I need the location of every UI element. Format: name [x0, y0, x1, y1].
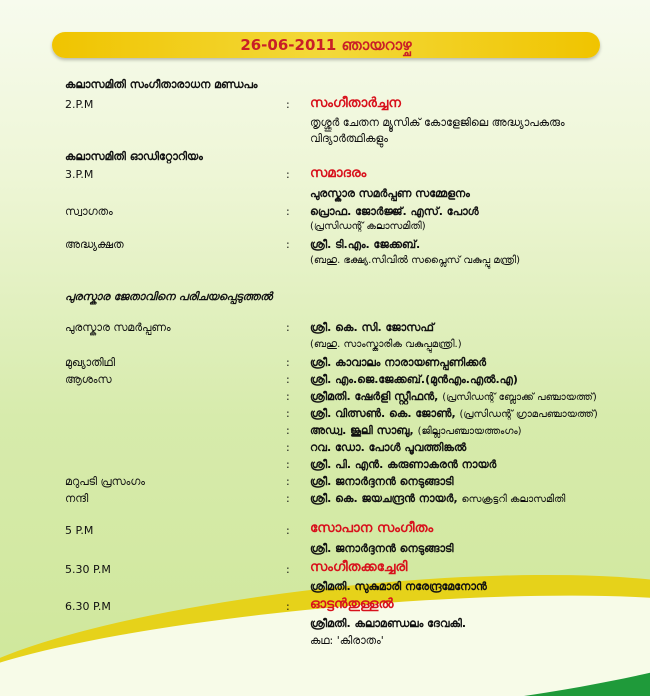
person-name: ശ്രീ. എം.ജെ.ജേക്കബ്.(മുൻഎം.എൽ.എ) [310, 373, 518, 386]
colon: : [286, 321, 290, 334]
colon: : [286, 458, 290, 471]
date-header [52, 32, 600, 58]
role-label: സ്വാഗതം [65, 205, 113, 218]
event3-time: 5 P.M [65, 524, 94, 537]
person-designation: (പ്രസിഡന്റ് ബ്ലോക്ക് പഞ്ചായത്ത്) [442, 392, 597, 403]
colon: : [286, 424, 290, 437]
role-label: അദ്ധ്യക്ഷത [65, 238, 124, 251]
person-name [310, 492, 565, 506]
person-name: ശ്രീ. പി. എൻ. കരുണാകരൻ നായർ [310, 458, 497, 471]
colon: : [286, 524, 290, 537]
colon: : [286, 373, 290, 386]
event4-title: സംഗീതക്കച്ചേരി [310, 559, 408, 575]
event2-title: സമാദരം [310, 165, 367, 181]
colon: : [286, 390, 290, 403]
event2-time: 3.P.M [65, 168, 94, 181]
person-name [310, 407, 598, 421]
event5-time: 6.30 P.M [65, 600, 111, 613]
venue-heading-1: കലാസമിതി സംഗീതാരാധന മണ്ഡപം [65, 78, 258, 91]
colon: : [286, 441, 290, 454]
role-label: നന്ദി [65, 492, 89, 505]
colon: : [286, 168, 290, 181]
event1-desc-line2: വിദ്യാർത്ഥികളും [310, 132, 389, 145]
intro-heading: പുരസ്കാര ജേതാവിനെ പരിചയപ്പെടുത്തൽ [65, 290, 273, 303]
event4-time: 5.30 P.M [65, 563, 111, 576]
event1-time: 2.P.M [65, 98, 94, 111]
role-label: ആശംസ [65, 373, 112, 386]
person-designation: (പ്രസിഡന്റ് ഗ്രാമപഞ്ചായത്ത്) [459, 409, 598, 420]
person-name-text: അഡ്വ. ജൂലി സാബു, [310, 424, 414, 437]
event1-desc-line1: തൃശ്ശൂർ ചേതന മ്യൂസിക് കോളേജിലെ അദ്ധ്യാപകരും [310, 116, 565, 129]
person-name-text: ശ്രീ. കെ. ജയചന്ദ്രൻ നായർ, [310, 492, 458, 505]
colon: : [286, 563, 290, 576]
event2-subtitle: പുരസ്കാര സമർപ്പണ സമ്മേളനം [310, 187, 470, 200]
person-designation: (ബഹു. ഭക്ഷ്യ.സിവിൽ സപ്ലൈസ് വകുപ്പു മന്ത്രി) [310, 255, 520, 266]
event1-title: സംഗീതാർച്ചന [310, 95, 401, 111]
colon: : [286, 600, 290, 613]
person-designation: (പ്രസിഡന്റ് കലാസമിതി) [310, 221, 426, 232]
person-designation: സെക്രട്ടറി കലാസമിതി [461, 494, 566, 505]
person-designation: (ബഹു. സാംസ്കാരിക വകുപ്പുമന്ത്രി.) [310, 339, 462, 350]
person-name: പ്രൊഫ. ജോർജ്ജ്. എസ്. പോൾ [310, 205, 479, 218]
event4-performer: ശ്രീമതി. സുകുമാരി നരേന്ദ്രമേനോൻ [310, 580, 487, 593]
role-label: മുഖ്യാതിഥി [65, 356, 116, 369]
person-designation: (ജില്ലാപഞ്ചായത്തംഗം) [417, 426, 522, 437]
colon: : [286, 238, 290, 251]
venue-heading-2: കലാസമിതി ഓഡിറ്റോറിയം [65, 150, 203, 163]
person-name: റവ. ഡോ. പോൾ പൂവത്തിങ്കൽ [310, 441, 467, 454]
colon: : [286, 205, 290, 218]
role-label: മറുപടി പ്രസംഗം [65, 475, 145, 488]
colon: : [286, 492, 290, 505]
colon: : [286, 407, 290, 420]
event5-performer: ശ്രീമതി. കലാമണ്ഡലം ദേവകി. [310, 617, 467, 630]
person-name: ശ്രീ. കെ. സി. ജോസഫ് [310, 321, 434, 334]
event3-title: സോപാന സംഗീതം [310, 520, 434, 536]
colon: : [286, 98, 290, 111]
person-name [310, 390, 597, 404]
role-label: പുരസ്കാര സമർപ്പണം [65, 321, 171, 334]
colon: : [286, 356, 290, 369]
event5-story: കഥ: 'കിരാതം' [310, 634, 384, 647]
person-name: ശ്രീ. ടി.എം. ജേക്കബ്. [310, 238, 421, 251]
event5-title: ഓട്ടൻതുള്ളൽ [310, 596, 394, 612]
date-title: 26-06-2011 ഞായറാഴ്ച [240, 36, 412, 54]
person-name: ശ്രീ. ജനാർദ്ദനൻ നെടുങ്ങാടി [310, 475, 454, 488]
person-name-text: ശ്രീ. വിത്സൺ. കെ. ജോൺ, [310, 407, 456, 420]
person-name: ശ്രീ. കാവാലം നാരായണപ്പണിക്കർ [310, 356, 487, 369]
colon: : [286, 475, 290, 488]
person-name-text: ശ്രീമതി. ഷേർളി സ്റ്റീഫൻ, [310, 390, 439, 403]
person-name [310, 424, 522, 438]
event3-performer: ശ്രീ. ജനാർദ്ദനൻ നെടുങ്ങാടി [310, 542, 454, 555]
